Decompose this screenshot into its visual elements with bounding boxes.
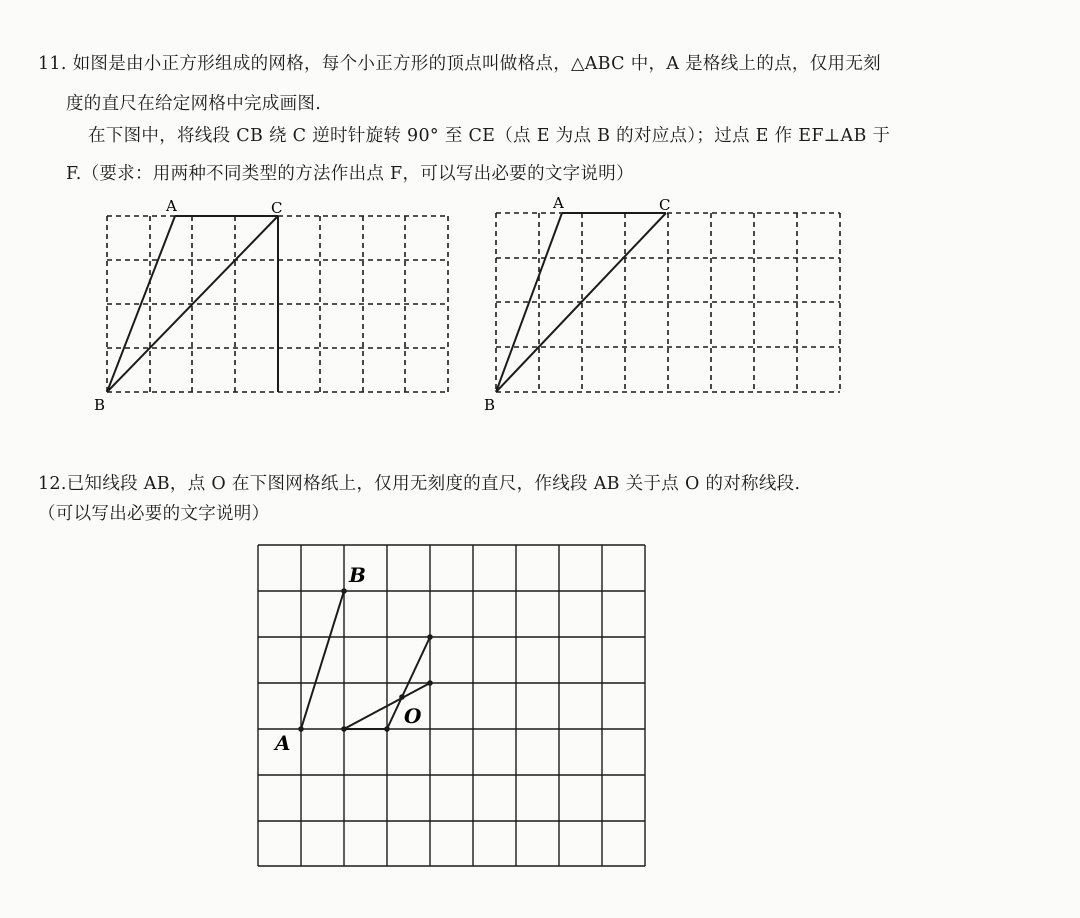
q11-left-label-b: B xyxy=(94,396,106,414)
q11-left-label-a: A xyxy=(166,197,177,215)
q11-right-label-c: C xyxy=(659,196,671,214)
q11-grid-right xyxy=(496,213,840,392)
q12-label-a: A xyxy=(275,731,291,755)
q11-right-label-a: A xyxy=(553,194,564,212)
q12-label-b: B xyxy=(349,563,366,587)
q11-text-line-1: 11. 如图是由小正方形组成的网格，每个小正方形的顶点叫做格点，△ABC 中，A 是格线上的点，仅用无刻 xyxy=(38,54,881,74)
q11-left-label-c: C xyxy=(271,199,283,217)
q11-text-line-2: 度的直尺在给定网格中完成画图. xyxy=(66,94,322,114)
q12-text-line-1: 12.已知线段 AB，点 O 在下图网格纸上，仅用无刻度的直尺，作线段 AB 关于点 O 的对称线段. xyxy=(38,474,801,494)
q12-grid xyxy=(258,545,645,866)
q11-text-line-4: F.（要求：用两种不同类型的方法作出点 F，可以写出必要的文字说明） xyxy=(66,164,634,184)
q11-text-line-3: 在下图中，将线段 CB 绕 C 逆时针旋转 90° 至 CE（点 E 为点 B 的对应点）；过点 E 作 EF⊥AB 于 xyxy=(88,126,891,146)
q12-text-line-2: （可以写出必要的文字说明） xyxy=(38,504,270,524)
q11-right-label-b: B xyxy=(484,396,496,414)
q12-label-o: O xyxy=(404,704,422,728)
